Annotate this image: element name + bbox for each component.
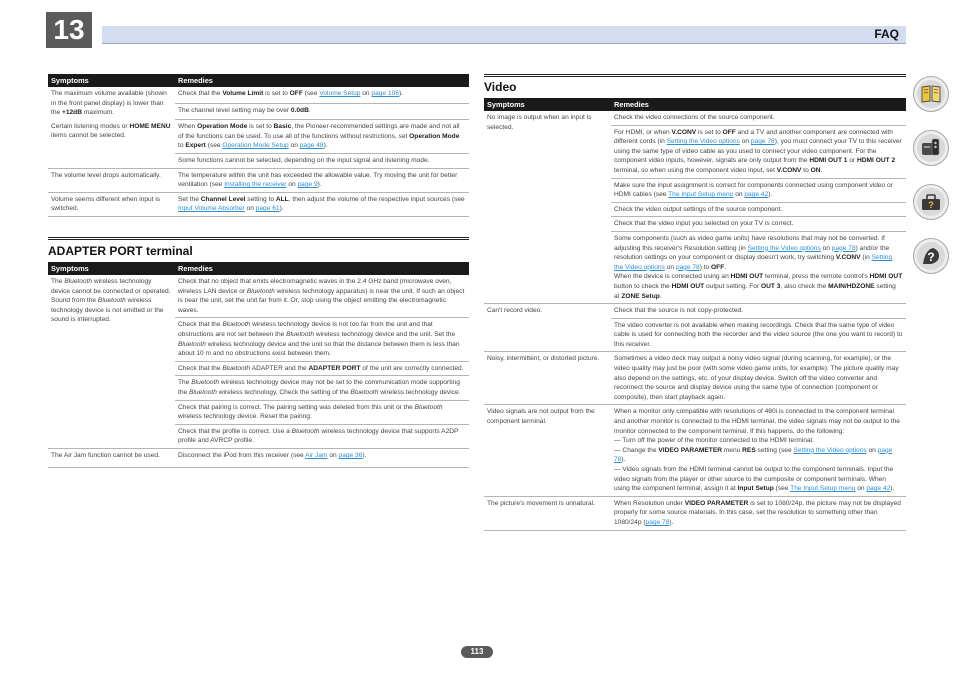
faq-table-video (484, 98, 906, 531)
remedy-cell: Check that the video input you selected on your TV is correct. (611, 217, 906, 232)
symptom-cell: No image is output when an input is selected. (484, 111, 611, 304)
symptoms-header: Symptoms (48, 262, 175, 275)
remedy-cell: Check that the Bluetooth ADAPTER and the ADAPTER PORT of the unit are correctly connected. (175, 361, 469, 376)
link-page[interactable]: page 42 (866, 485, 891, 493)
remedy-cell: Check the video output settings of the source component. (611, 202, 906, 217)
link-page[interactable]: page 36 (338, 451, 363, 459)
table-row (484, 111, 906, 125)
table-row (48, 168, 469, 192)
symptom-cell: The maximum volume available (shown in the front panel display) is lower than the +12dB maximum. (51, 90, 167, 117)
link-input-setup-menu[interactable]: The Input Setup menu (668, 191, 734, 199)
remedy-cell: When a monitor only compatible with resolutions of 480i is connected to the component terminal and another monitor is connected to the HDMI terminal, the video signals may not be output to the monitor connected to the component terminal. If this happens, do the following: — Turn off the power of the monitor connected to the HDMI terminal. — Change the VIDEO PARAMETER menu RES setting (see Setting the Video options on page 78). — Video signals from the HDMI terminal cannot be output to the component terminals. Input the video signals from the player or other source to the composite or component terminals. When using the component terminal, assign it at Input Setup (see The Input Setup menu on page 42). (611, 405, 906, 496)
table-row (48, 192, 469, 216)
link-video-options[interactable]: Setting the Video options (614, 254, 893, 271)
remedies-header: Remedies (175, 74, 469, 87)
table-row (484, 352, 906, 405)
faq-table-adapter-port (48, 262, 469, 468)
link-page[interactable]: page 78 (645, 518, 670, 526)
book-icon[interactable] (913, 76, 949, 112)
svg-text:?: ? (928, 200, 934, 210)
section-title-adapter-port: ADAPTER PORT terminal (48, 237, 469, 262)
symptom-cell: Video signals are not output from the component terminal. (484, 405, 611, 496)
symptom-cell: Volume seems different when input is switched. (48, 192, 175, 216)
remedy-cell: The video converter is not available when making recordings. Check that the same type of video cable is used for connecting both the recorder and the video source (the one you want to record) to this receiver. (611, 318, 906, 352)
link-page[interactable]: page 78 (614, 446, 893, 464)
remedy-cell: Check that the profile is correct. Use a Bluetooth wireless technology device that supports A2DP profile and AVRCP profile. (175, 424, 469, 448)
remedies-header: Remedies (175, 262, 469, 275)
table-row (48, 120, 469, 154)
svg-text:?: ? (927, 250, 935, 264)
table-row (48, 448, 469, 467)
link-video-options[interactable]: Setting the Video options (666, 138, 740, 146)
symptom-cell: The Bluetooth wireless technology device cannot be connected or operated. Sound from the Bluetooth wireless technology device is not emitted or the sound is interrupted. (48, 275, 175, 448)
link-page[interactable]: page 78 (831, 244, 856, 252)
page-number: 113 (461, 646, 493, 658)
link-volume-setup[interactable]: Volume Setup (319, 90, 361, 97)
link-installing-receiver[interactable]: Installing the receiver (224, 181, 287, 189)
link-air-jam[interactable]: Air Jam (305, 451, 328, 459)
faq-table-general (48, 74, 469, 217)
table-row (484, 304, 906, 319)
table-row (48, 275, 469, 318)
section-title-video: Video (484, 74, 906, 98)
symptom-cell: The Air Jam function cannot be used. (48, 448, 175, 467)
link-page[interactable]: page 106 (371, 90, 399, 97)
toolbox-icon[interactable] (913, 184, 949, 220)
link-input-volume-absorber[interactable]: Input Volume Absorber (178, 205, 245, 213)
link-video-options[interactable]: Setting the Video options (747, 244, 821, 252)
remedy-cell: Set the Channel Level setting to ALL, then adjust the volume of the respective input sources (see Input Volume Absorber on page 61). (175, 192, 469, 216)
remedy-cell: The channel level setting may be over 0.0dB. (175, 103, 469, 120)
remote-control-icon[interactable] (913, 130, 949, 166)
symptom-cell: Noisy, intermittent, or distorted picture. (484, 352, 611, 405)
remedy-cell: The Bluetooth wireless technology device may not be set to the communication mode supporting the Bluetooth wireless technology. Check the setting of the Bluetooth wireless technology device. (175, 376, 469, 400)
remedies-header: Remedies (611, 98, 906, 111)
symptom-cell: Certain listening modes or HOME MENU items cannot be selected. (48, 120, 175, 168)
header-label: FAQ (874, 27, 899, 41)
remedy-cell: Check that no object that emits electromagnetic waves in the 2.4 GHz band (microwave oven, wireless LAN device or Bluetooth wireless technology apparatus) is near the unit. If such an object is near the unit, set the unit far from it. Or, stop using the object emitting the electromagnetic waves. (175, 275, 469, 318)
remedy-cell: Make sure the input assignment is correct for components connected using component video or HDMI cables (see The Input Setup menu on page 42). (611, 178, 906, 202)
remedy-cell: Disconnect the iPod from this receiver (see Air Jam on page 36). (175, 448, 469, 467)
link-page[interactable]: page 61 (255, 205, 280, 213)
link-page[interactable]: page 78 (750, 138, 775, 146)
chapter-number: 13 (46, 12, 92, 48)
symptom-cell: The volume level drops automatically. (48, 168, 175, 192)
table-row (48, 87, 469, 103)
help-icon[interactable] (913, 238, 949, 274)
remedy-cell: For HDMI, or when V.CONV is set to OFF and a TV and another component are connected with different cords (in Setting the Video options on page 78), you must connect your TV to this receiver using the same type of video cable as you used to connect your video component. For the component video inputs, however, signals are only output from the HDMI OUT 1 or HDMI OUT 2 terminal, so when using the component video input, set V.CONV to ON. (611, 125, 906, 178)
link-video-options[interactable]: Setting the Video options (793, 446, 867, 454)
remedy-cell: Check the video connections of the source component. (611, 111, 906, 125)
remedy-cell: Check that pairing is correct. The pairing setting was deleted from this unit or the Bluetooth wireless technology device. Reset the pairing. (175, 400, 469, 424)
header-bar (102, 26, 906, 44)
link-page[interactable]: page 48 (299, 142, 324, 150)
remedy-cell: The temperature within the unit has exceeded the allowable value. Try moving the unit for better ventilation (see Installing the receiver on page 9). (175, 168, 469, 192)
remedy-cell: Check that the Volume Limit is set to OFF (see Volume Setup on page 106). (175, 87, 469, 103)
remedy-cell: When Resolution under VIDEO PARAMETER is set to 1080/24p, the picture may not be displayed properly for some source materials. In this case, set the resolution to something other than 1080/24p (page 78). (611, 496, 906, 530)
symptom-cell: Can't record video. (484, 304, 611, 352)
left-column (48, 74, 469, 468)
right-column (484, 74, 906, 531)
link-page[interactable]: page 42 (744, 191, 769, 199)
table-row (484, 405, 906, 496)
link-page[interactable]: page 9 (297, 181, 318, 189)
link-input-setup-menu[interactable]: The Input Setup menu (790, 485, 856, 493)
remedy-cell: Some functions cannot be selected, depending on the input signal and listening mode. (175, 154, 469, 169)
remedy-cell: Check that the Bluetooth wireless technology device is not too far from the unit and that obstructions are not set between the Bluetooth wireless technology device and the unit. Set the Bluetooth wireless technology device and the unit so that the distance between them is less than about 10 m and no obstructions exist between them. (175, 318, 469, 361)
table-row (484, 496, 906, 530)
link-page[interactable]: page 78 (675, 263, 700, 271)
link-operation-mode-setup[interactable]: Operation Mode Setup (222, 142, 289, 150)
symptom-cell: The picture's movement is unnatural. (484, 496, 611, 530)
remedy-cell: Some components (such as video game units) have resolutions that may not be converted. If adjusting this receiver's Resolution setting (in Setting the Video options on page 78) and/or the resolution settings on your component or display doesn't work, try switching V.CONV (in Setting the Video options on page 78) to OFF. When the device is connected using an HDMI OUT terminal, press the remote control's HDMI OUT button to check the HDMI OUT output setting. For OUT 3, also check the MAIN/HDZONE setting at ZONE Setup. (611, 231, 906, 303)
symptoms-header: Symptoms (484, 98, 611, 111)
symptoms-header: Symptoms (48, 74, 175, 87)
remedy-cell: When Operation Mode is set to Basic, the Pioneer-recommended settings are made and not all of the functions can be used. To use all of the functions without restrictions, set Operation Mode to Expert (see Operation Mode Setup on page 48). (175, 120, 469, 154)
remedy-cell: Sometimes a video deck may output a noisy video signal (during scanning, for example), or the video quality may just be poor (with some video game units, for example). The picture quality may also depend on the settings, etc. of your display device. Switch off the video converter and reconnect the source and display device using the same type of connection (component or composite), then start playback again. (611, 352, 906, 405)
remedy-cell: Check that the source is not copy-protected. (611, 304, 906, 319)
